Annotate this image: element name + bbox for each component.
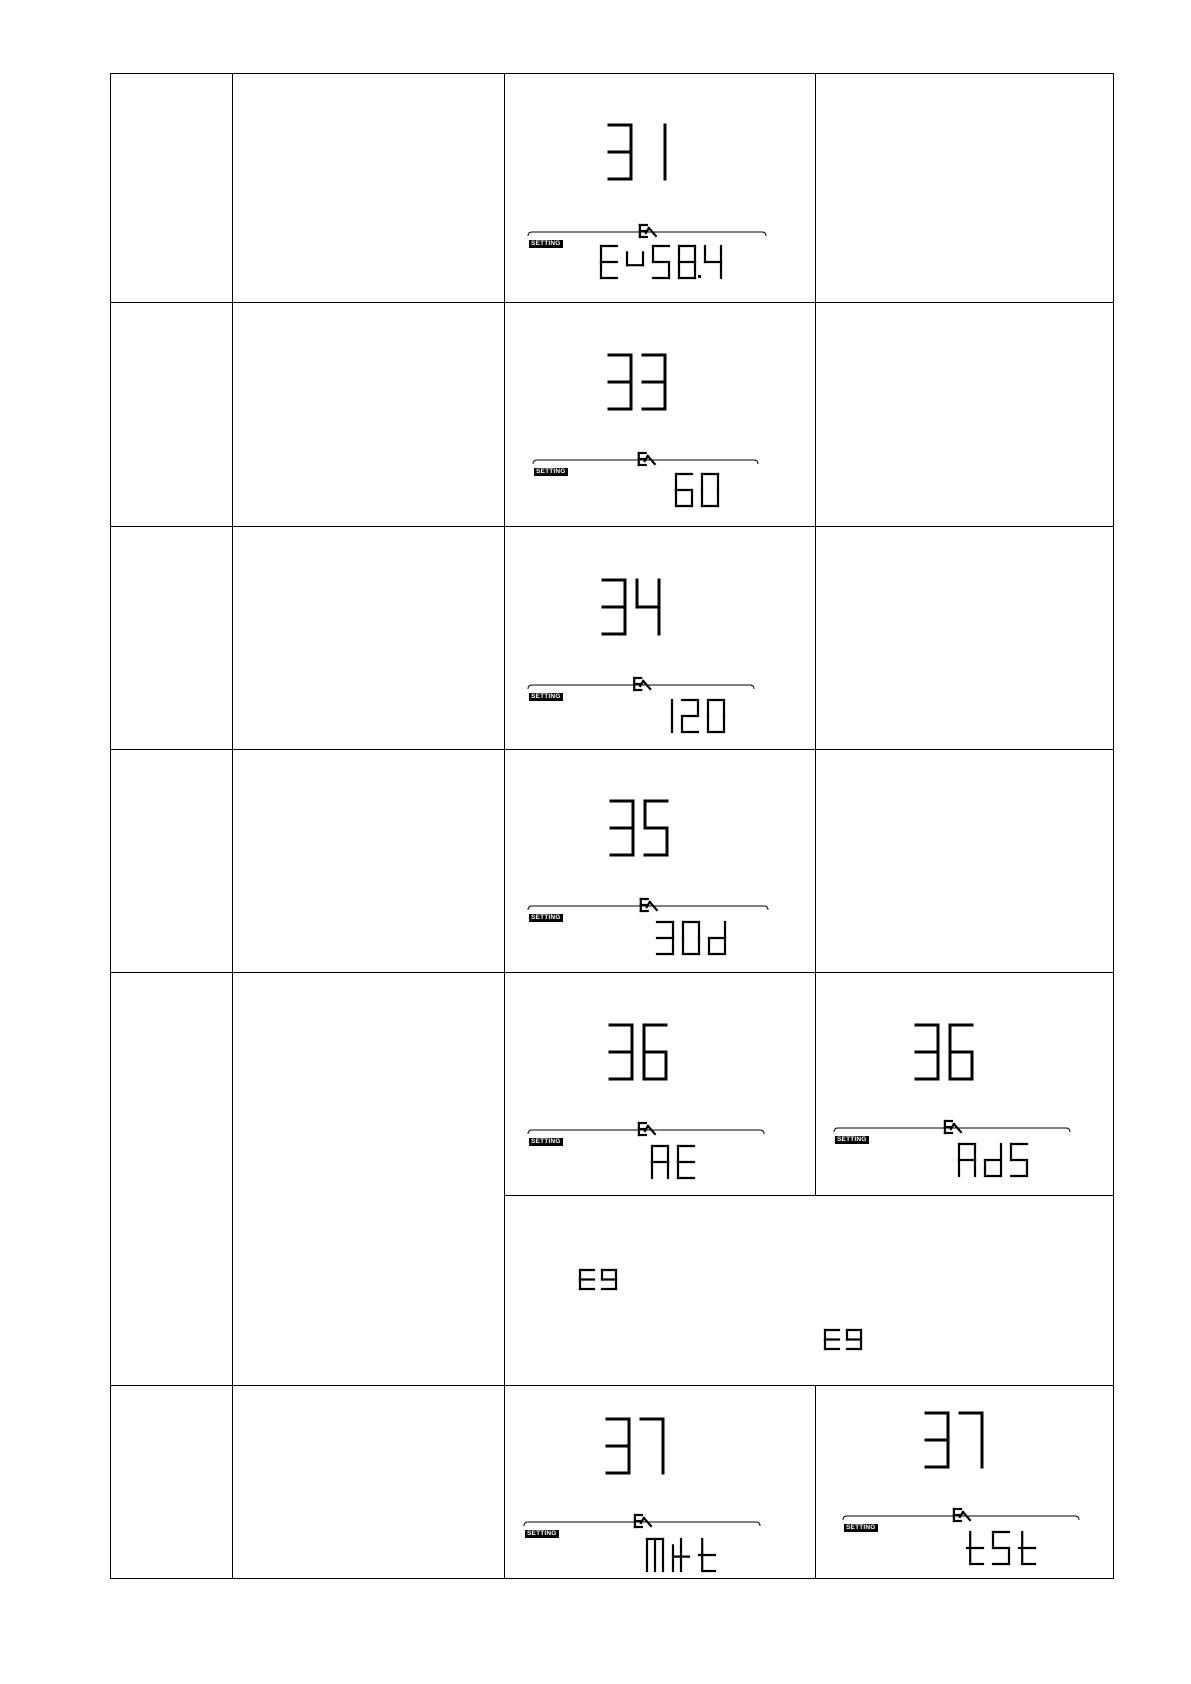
lcd-program-number-text	[638, 1025, 639, 1026]
column-divider	[815, 73, 816, 1196]
lcd-value-text	[656, 700, 658, 701]
lcd-value-text	[601, 246, 604, 247]
lcd-program-number-text	[637, 125, 638, 126]
wrench-icon	[646, 228, 649, 233]
table-border-right	[1113, 73, 1114, 1579]
lcd-program-number-text	[944, 1025, 945, 1026]
lcd-program-number-text	[635, 1419, 636, 1420]
lcd-value-text	[959, 1144, 961, 1145]
wrench-icon	[951, 1124, 954, 1129]
setting-badge: SETTING	[531, 914, 561, 921]
row-divider	[110, 1385, 1113, 1386]
setting-badge: SETTING	[846, 1524, 876, 1531]
table-border-bottom	[110, 1578, 1113, 1579]
fault-code-svg	[578, 1268, 622, 1292]
lcd-program-number-text	[631, 580, 632, 581]
wrench-icon	[645, 456, 648, 461]
wrench-icon	[963, 1512, 970, 1520]
lcd-bar-line	[843, 1516, 1079, 1520]
wrench-icon	[643, 681, 650, 689]
setting-badge: SETTING	[531, 240, 561, 247]
row-divider	[110, 749, 1113, 750]
fault-code-e9	[823, 1328, 867, 1357]
wrench-icon	[954, 1124, 961, 1132]
lcd-bar-line	[528, 906, 768, 910]
setting-badge: SETTING	[531, 693, 561, 700]
wrench-icon	[650, 902, 657, 910]
fault-code-svg	[823, 1328, 867, 1352]
wrench-icon	[641, 1518, 644, 1523]
lcd-program-number-text	[954, 1413, 955, 1414]
setting-badge: SETTING	[527, 1530, 557, 1537]
wrench-icon	[647, 902, 650, 907]
lcd-value-text	[967, 1532, 968, 1533]
row-divider	[504, 1195, 1113, 1196]
column-divider	[815, 1385, 816, 1579]
lcd-decimal-point	[698, 275, 701, 278]
lcd-value-text	[657, 922, 659, 923]
fault-code-text	[823, 1328, 824, 1329]
setting-badge: SETTING	[536, 468, 566, 475]
lcd-program-number-text	[637, 355, 638, 356]
wrench-icon	[640, 681, 643, 686]
lcd-bar-line	[528, 1130, 764, 1134]
lcd-bar-line	[528, 685, 754, 689]
wrench-icon	[644, 1518, 651, 1526]
table-border-left	[110, 73, 111, 1579]
lcd-program-number-text	[639, 801, 640, 802]
lcd-value-text	[676, 474, 677, 475]
setting-badge: SETTING	[531, 1138, 561, 1145]
wrench-icon	[649, 228, 656, 236]
fault-code-text	[578, 1268, 579, 1269]
wrench-icon	[645, 1126, 648, 1131]
table-border-top	[110, 73, 1113, 74]
wrench-icon	[648, 456, 655, 464]
row-divider	[110, 972, 1113, 973]
row-divider	[110, 302, 1113, 303]
lcd-bar-line	[533, 460, 758, 464]
row-divider	[110, 526, 1113, 527]
column-divider	[504, 73, 505, 1579]
wrench-icon	[960, 1512, 963, 1517]
lcd-bar-line	[528, 232, 766, 236]
lcd-bar-line	[524, 1522, 760, 1526]
column-divider	[232, 73, 233, 1579]
lcd-value-text	[647, 1539, 649, 1540]
lcd-bar-line	[834, 1128, 1070, 1132]
fault-code-e9	[578, 1268, 622, 1297]
lcd-value-text	[652, 1146, 654, 1147]
wrench-icon	[648, 1126, 655, 1134]
setting-badge: SETTING	[837, 1136, 867, 1143]
